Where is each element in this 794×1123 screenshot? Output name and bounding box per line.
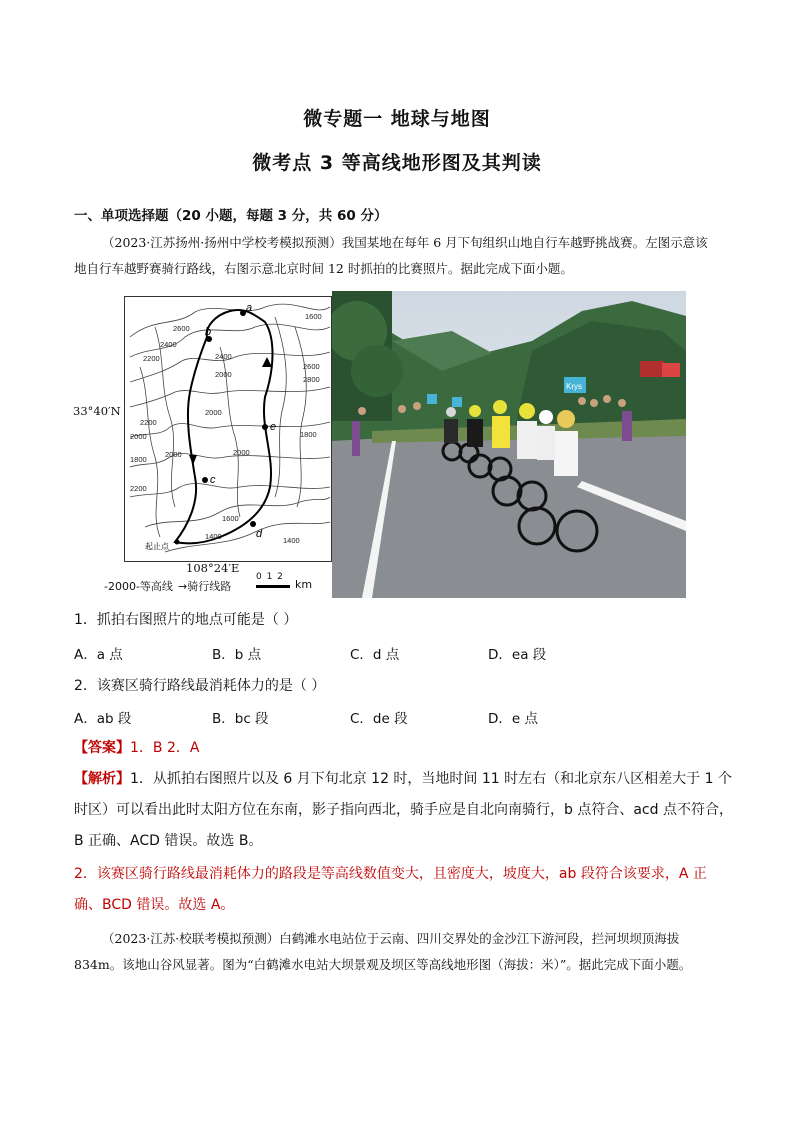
point-e-label: e [270, 421, 277, 433]
race-photo-svg [332, 291, 686, 598]
contour-label: 1800 [300, 430, 317, 439]
answer-block [74, 733, 734, 764]
contour-label: 1400 [283, 536, 300, 545]
latitude-label: 33°40′N [73, 404, 121, 418]
point-a-label: a [246, 302, 253, 314]
contour-label: 2000 [233, 448, 250, 457]
analysis-line-2: 2．该赛区骑行路线最消耗体力的路段是等高线数值变大，且密度大，坡度大，ab 段符合该要求，A 正确、BCD 错误。故选 A。 [74, 866, 707, 913]
contour-label: 2800 [303, 375, 320, 384]
section-heading: 一、单项选择题（20 小题，每题 3 分，共 60 分） [74, 208, 388, 224]
contour-label: 2600 [303, 362, 320, 371]
contour-label: 2200 [143, 354, 160, 363]
q2-option-a: A．ab 段 [74, 711, 132, 727]
contour-label: 2200 [140, 418, 157, 427]
answer-tag: 【答案】 [74, 740, 130, 756]
contour-map [124, 296, 332, 562]
q1-option-c: C．d 点 [350, 647, 400, 663]
scale-bar [256, 572, 292, 585]
question-intro-2: （2023·江苏·校联考模拟预测）白鹤滩水电站位于云南、四川交界处的金沙江下游河段，拦河坝坝顶海拔 834m。该地山谷风显著。图为“白鹤滩水电站大坝景观及坝区等高线地形图（海拔：米）”。据此完成下面小题。 [74, 931, 692, 972]
legend-contour: -2000-等高线 [104, 580, 173, 593]
point-d-label: d [256, 528, 263, 540]
start-point-label: 起止点 [145, 542, 169, 551]
q1-option-b: B．b 点 [212, 647, 262, 663]
point-b-label: b [205, 326, 212, 338]
answer-text: 1．B 2．A [130, 740, 200, 756]
point-c-label: c [210, 474, 216, 486]
page-title: 微专题一 地球与地图 [303, 108, 491, 130]
contour-label: 2000 [130, 432, 147, 441]
contour-label: 2000 [205, 408, 222, 417]
question-1: 1．抓拍右图照片的地点可能是（ ） [74, 612, 298, 628]
scale-ticks: 0 1 2 [256, 572, 284, 582]
question-intro-1: （2023·江苏扬州·扬州中学校考模拟预测）我国某地在每年 6 月下旬组织山地自行车越野挑战赛。左图示意该地自行车越野赛骑行路线，右图示意北京时间 12 时抓拍的比赛照片。据此完成下面小题。 [74, 235, 708, 276]
contour-label: 2600 [173, 324, 190, 333]
q1-option-d: D．ea 段 [488, 647, 547, 663]
banner-text: Krys [566, 382, 582, 391]
contour-label: 2200 [130, 484, 147, 493]
q2-option-d: D．e 点 [488, 711, 538, 727]
analysis-line-1: 1．从抓拍右图照片以及 6 月下旬北京 12 时，当地时间 11 时左右（和北京东八区相差大于 1 个时区）可以看出此时太阳方位在东南，影子指向西北，骑手应是自北向南骑行，b 点符合、acd 点不符合，B 正确、ACD 错误。故选 B。 [74, 771, 733, 849]
race-photo [332, 291, 686, 598]
q2-option-c: C．de 段 [350, 711, 408, 727]
analysis-block-1 [74, 764, 734, 857]
contour-label: 1800 [130, 455, 147, 464]
contour-label: 1600 [222, 514, 239, 523]
contour-map-svg [125, 297, 331, 561]
contour-label: 2400 [215, 352, 232, 361]
legend-route: →骑行线路 [178, 580, 232, 593]
q1-option-a: A．a 点 [74, 647, 123, 663]
contour-label: 2000 [165, 450, 182, 459]
contour-label: 1400 [205, 532, 222, 541]
contour-label: 1600 [305, 312, 322, 321]
scale-unit: km [295, 578, 313, 591]
question-2: 2．该赛区骑行路线最消耗体力的是（ ） [74, 678, 326, 694]
contour-label: 2000 [215, 370, 232, 379]
contour-label: 2400 [160, 340, 177, 349]
longitude-label: 108°24′E [186, 561, 240, 575]
analysis-tag: 【解析】 [74, 771, 130, 787]
q2-option-b: B．bc 段 [212, 711, 269, 727]
page-subtitle: 微考点 3 等高线地形图及其判读 [252, 152, 542, 174]
